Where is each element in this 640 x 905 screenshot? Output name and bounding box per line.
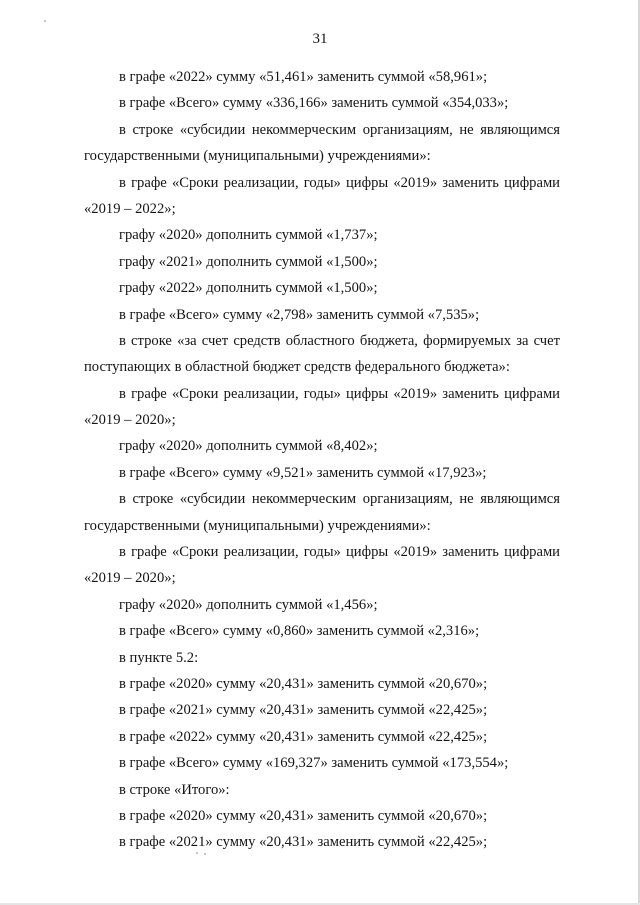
text-line: в графе «2021» сумму «20,431» заменить суммой «22,425»;: [119, 834, 488, 851]
text-line: в графе «Всего» сумму «169,327» заменить суммой «173,554»;: [119, 755, 509, 772]
text-line: в графе «2020» сумму «20,431» заменить суммой «20,670»;: [119, 675, 488, 692]
text-line: графу «2020» дополнить суммой «8,402»;: [119, 438, 378, 455]
text-line: «2019 – 2020»;: [84, 412, 176, 429]
text-line: «2019 – 2022»;: [84, 200, 176, 217]
text-line: в графе «Сроки реализации, годы» цифры «2019» заменить цифрами: [119, 544, 560, 561]
page-number: 31: [312, 31, 328, 47]
text-line: в графе «Всего» сумму «0,860» заменить суммой «2,316»;: [119, 623, 480, 640]
text-line: поступающих в областной бюджет средств федерального бюджета»:: [84, 359, 510, 376]
text-line: в графе «Сроки реализации, годы» цифры «2019» заменить цифрами: [119, 174, 560, 191]
text-line: государственными (муниципальными) учреждениями»:: [84, 517, 431, 534]
text-line: в строке «за счет средств областного бюджета, формируемых за счет: [119, 332, 560, 349]
text-line: в графе «2022» сумму «51,461» заменить суммой «58,961»;: [119, 69, 488, 85]
text-line: в графе «2022» сумму «20,431» заменить суммой «22,425»;: [119, 728, 488, 745]
scan-speck: [44, 20, 46, 22]
text-line: в строке «Итого»:: [119, 781, 230, 798]
text-line: графу «2021» дополнить суммой «1,500»;: [119, 253, 378, 270]
text-line: в строке «субсидии некоммерческим организациям, не являющимся: [119, 491, 560, 508]
text-line: графу «2020» дополнить суммой «1,456»;: [119, 596, 378, 613]
text-line: в графе «Всего» сумму «9,521» заменить суммой «17,923»;: [119, 464, 487, 481]
text-line: «2019 – 2020»;: [84, 570, 176, 587]
document-body: [84, 64, 560, 856]
text-line: графу «2022» дополнить суммой «1,500»;: [119, 280, 378, 297]
text-line: в пункте 5.2:: [119, 649, 199, 666]
text-line: в строке «субсидии некоммерческим организациям, не являющимся: [119, 121, 560, 138]
text-line: государственными (муниципальными) учреждениями»:: [84, 148, 431, 165]
text-line: в графе «Всего» сумму «336,166» заменить суммой «354,033»;: [119, 95, 509, 112]
text-line: в графе «2020» сумму «20,431» заменить суммой «20,670»;: [119, 807, 488, 824]
text-line: в графе «2021» сумму «20,431» заменить суммой «22,425»;: [119, 702, 488, 719]
text-line: в графе «Всего» сумму «2,798» заменить суммой «7,535»;: [119, 306, 480, 323]
text-line: в графе «Сроки реализации, годы» цифры «2019» заменить цифрами: [119, 385, 560, 402]
text-line: графу «2020» дополнить суммой «1,737»;: [119, 227, 378, 244]
